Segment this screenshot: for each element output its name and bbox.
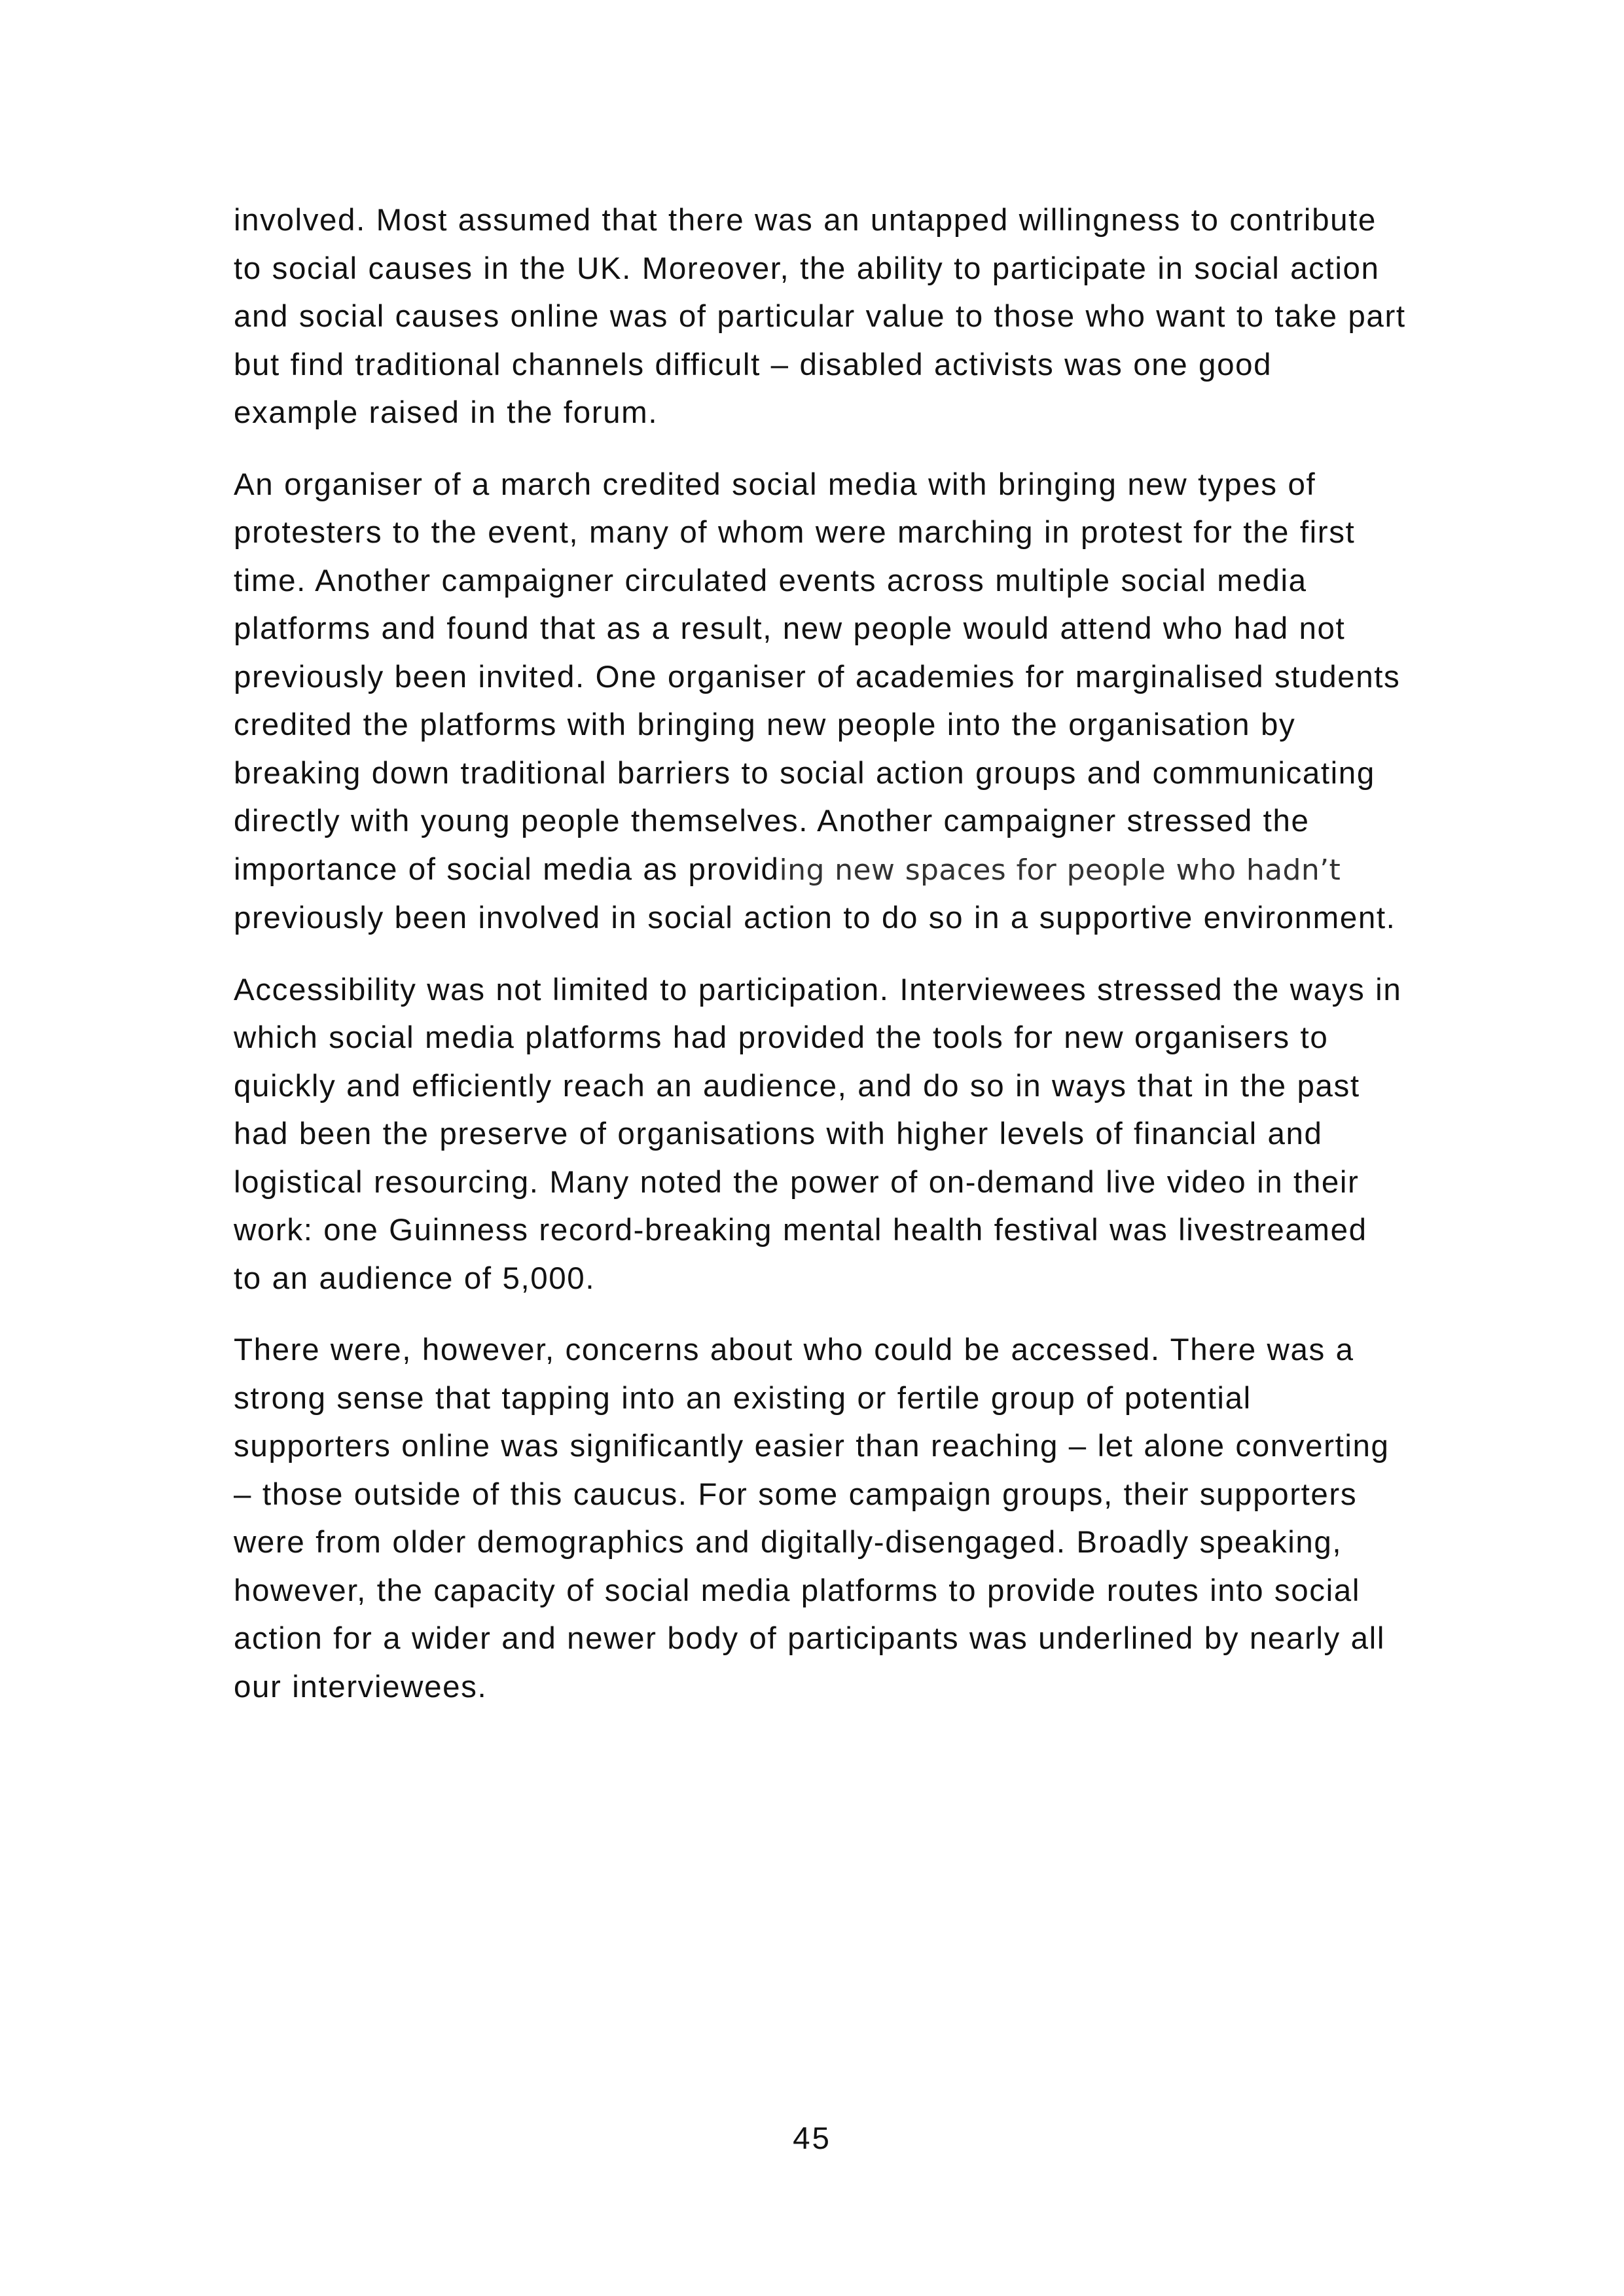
text-line: protesters to the event, many of whom were marching in protest for the first [234, 515, 1356, 550]
text-line: had been the preserve of organisations with higher levels of financial and [234, 1117, 1323, 1151]
text-line: platforms and found that as a result, new people would attend who had not [234, 611, 1346, 646]
text-segment-alt-font: ing new spaces for people who hadn’t [779, 853, 1341, 887]
text-line: but find traditional channels difficult – disabled activists was one good [234, 347, 1272, 382]
paragraph-2 [234, 461, 1517, 942]
text-line: There were, however, concerns about who could be accessed. There was a [234, 1333, 1354, 1367]
text-line: time. Another campaigner circulated events across multiple social media [234, 563, 1307, 598]
text-line: credited the platforms with bringing new people into the organisation by [234, 708, 1296, 742]
text-line: which social media platforms had provided the tools for new organisers to [234, 1020, 1329, 1055]
paragraph-3 [234, 966, 1517, 1303]
text-segment: importance of social media as provid [234, 852, 780, 887]
page-number: 45 [793, 2121, 831, 2156]
text-line: work: one Guinness record-breaking mental health festival was livestreamed [234, 1213, 1367, 1247]
text-line: action for a wider and newer body of participants was underlined by nearly all [234, 1621, 1385, 1656]
text-line: – those outside of this caucus. For some campaign groups, their supporters [234, 1477, 1358, 1512]
text-line: example raised in the forum. [234, 395, 659, 430]
text-line: Accessibility was not limited to participation. Interviewees stressed the ways in [234, 972, 1402, 1007]
text-line: logistical resourcing. Many noted the power of on-demand live video in their [234, 1164, 1360, 1200]
text-line: breaking down traditional barriers to social action groups and communicating [234, 755, 1375, 791]
text-line: however, the capacity of social media platforms to provide routes into social [234, 1573, 1360, 1608]
text-line: previously been involved in social action to do so in a supportive environment. [234, 901, 1396, 935]
paragraph-1 [234, 196, 1517, 437]
text-line: quickly and efficiently reach an audience, and do so in ways that in the past [234, 1068, 1360, 1103]
text-line: involved. Most assumed that there was an untapped willingness to contribute [234, 203, 1377, 238]
text-line: to social causes in the UK. Moreover, the ability to participate in social action [234, 251, 1380, 286]
text-line: were from older demographics and digitally-disengaged. Broadly speaking, [234, 1525, 1343, 1560]
text-line: previously been invited. One organiser of academies for marginalised students [234, 659, 1401, 694]
paragraph-4 [234, 1326, 1517, 1711]
text-line: and social causes online was of particular value to those who want to take part [234, 299, 1406, 334]
mixed-font-line [234, 846, 1517, 895]
body-text [234, 196, 1517, 1734]
text-line: to an audience of 5,000. [234, 1261, 596, 1296]
text-line: directly with young people themselves. Another campaigner stressed the [234, 804, 1310, 838]
text-line: An organiser of a march credited social media with bringing new types of [234, 467, 1316, 502]
text-line: strong sense that tapping into an existing or fertile group of potential [234, 1380, 1252, 1416]
text-line: our interviewees. [234, 1669, 488, 1704]
text-line: supporters online was significantly easier than reaching – let alone converting [234, 1429, 1390, 1463]
